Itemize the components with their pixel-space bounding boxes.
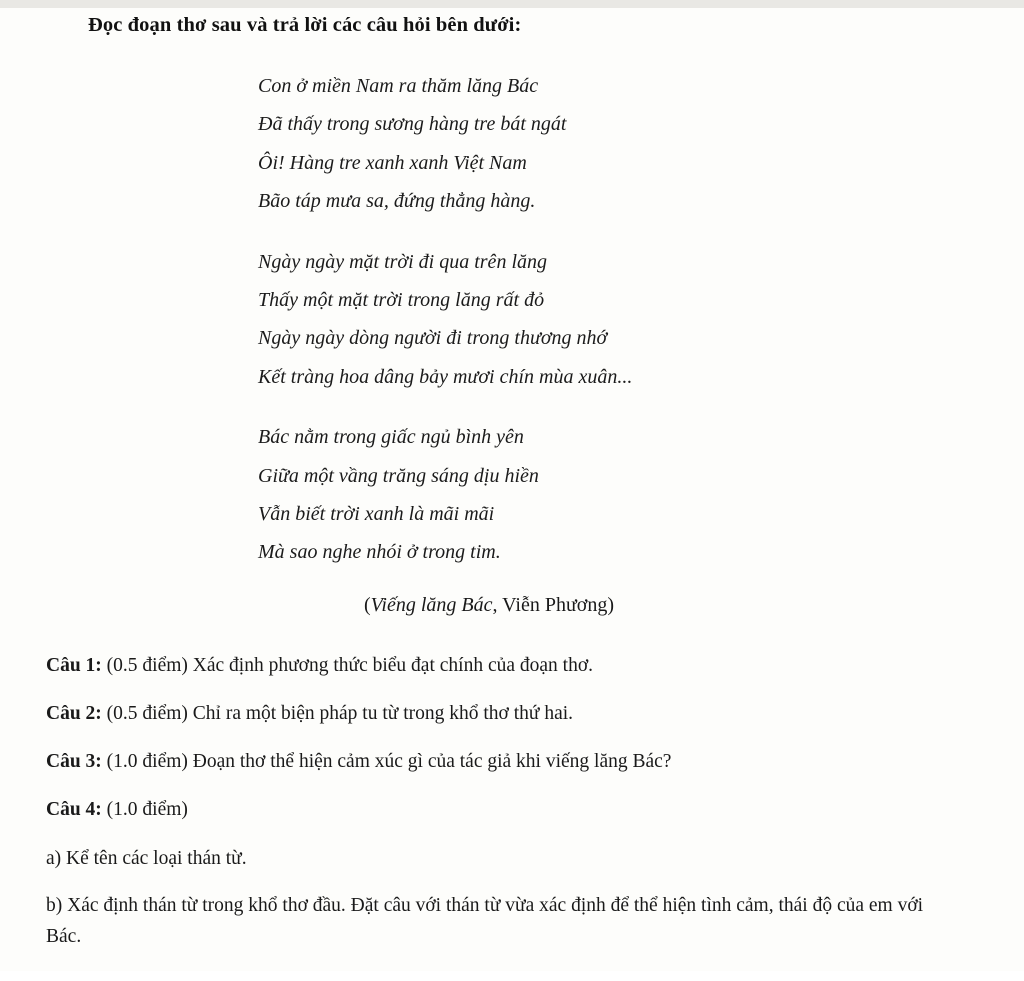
question-list [46, 651, 976, 952]
attribution-open-paren: ( [364, 593, 371, 616]
subquestion-b: b) Xác định thán từ trong khổ thơ đầu. Đặt câu với thán từ vừa xác định để thể hiện tình cảm, thái độ của em với Bác. [46, 894, 924, 947]
question-label: Câu 3: [46, 751, 102, 773]
question-label: Câu 1: [46, 654, 102, 676]
attribution-close-paren: ) [607, 593, 615, 616]
document-content [46, 14, 976, 968]
poem-line: Ngày ngày dòng người đi trong thương nhớ [258, 327, 608, 350]
poem-line: Vẫn biết trời xanh là mãi mãi [258, 502, 495, 525]
poem-line: Thấy một mặt trời trong lăng rất đỏ [258, 288, 545, 311]
poem-line: Giữa một vầng trăng sáng dịu hiền [258, 464, 539, 487]
poem-line: Bão táp mưa sa, đứng thẳng hàng. [258, 190, 536, 213]
poem-stanza [258, 67, 976, 221]
question-text: (1.0 điểm) Đoạn thơ thể hiện cảm xúc gì của tác giả khi viếng lăng Bác? [101, 751, 672, 773]
poem-line: Ôi! Hàng tre xanh xanh Việt Nam [258, 151, 527, 174]
poem-attribution [364, 594, 976, 617]
poem-line: Mà sao nghe nhói ở trong tim. [258, 541, 501, 564]
attribution-separator: , [492, 593, 503, 616]
attribution-work-title: Viếng lăng Bác [370, 593, 493, 616]
question-item-4 [46, 795, 976, 825]
poem-line: Ngày ngày mặt trời đi qua trên lăng [258, 250, 547, 273]
subquestion-a: a) Kể tên các loại thán từ. [46, 847, 247, 869]
page-bottom-edge [0, 971, 1024, 981]
question-label: Câu 4: [46, 799, 102, 821]
poem-body [258, 67, 976, 572]
question-text: (0.5 điểm) Chỉ ra một biện pháp tu từ trong khổ thơ thứ hai. [101, 702, 574, 724]
question-label: Câu 2: [46, 702, 102, 724]
attribution-author: Viễn Phương [502, 593, 608, 616]
poem-line: Kết tràng hoa dâng bảy mươi chín mùa xuân... [258, 365, 633, 388]
question-item-2 [46, 699, 976, 729]
question-text: (0.5 điểm) Xác định phương thức biểu đạt chính của đoạn thơ. [101, 654, 594, 676]
poem-line: Đã thấy trong sương hàng tre bát ngát [258, 113, 567, 136]
poem-line: Bác nằm trong giấc ngủ bình yên [258, 426, 524, 449]
question-text: (1.0 điểm) [101, 799, 188, 821]
question-item-1 [46, 651, 976, 681]
page-top-edge [0, 0, 1024, 8]
page-title: Đọc đoạn thơ sau và trả lời các câu hỏi bên dưới: [88, 14, 522, 36]
poem-stanza [258, 418, 976, 572]
poem-stanza [258, 243, 976, 397]
poem-line: Con ở miền Nam ra thăm lăng Bác [258, 75, 539, 97]
question-item-3 [46, 747, 976, 777]
